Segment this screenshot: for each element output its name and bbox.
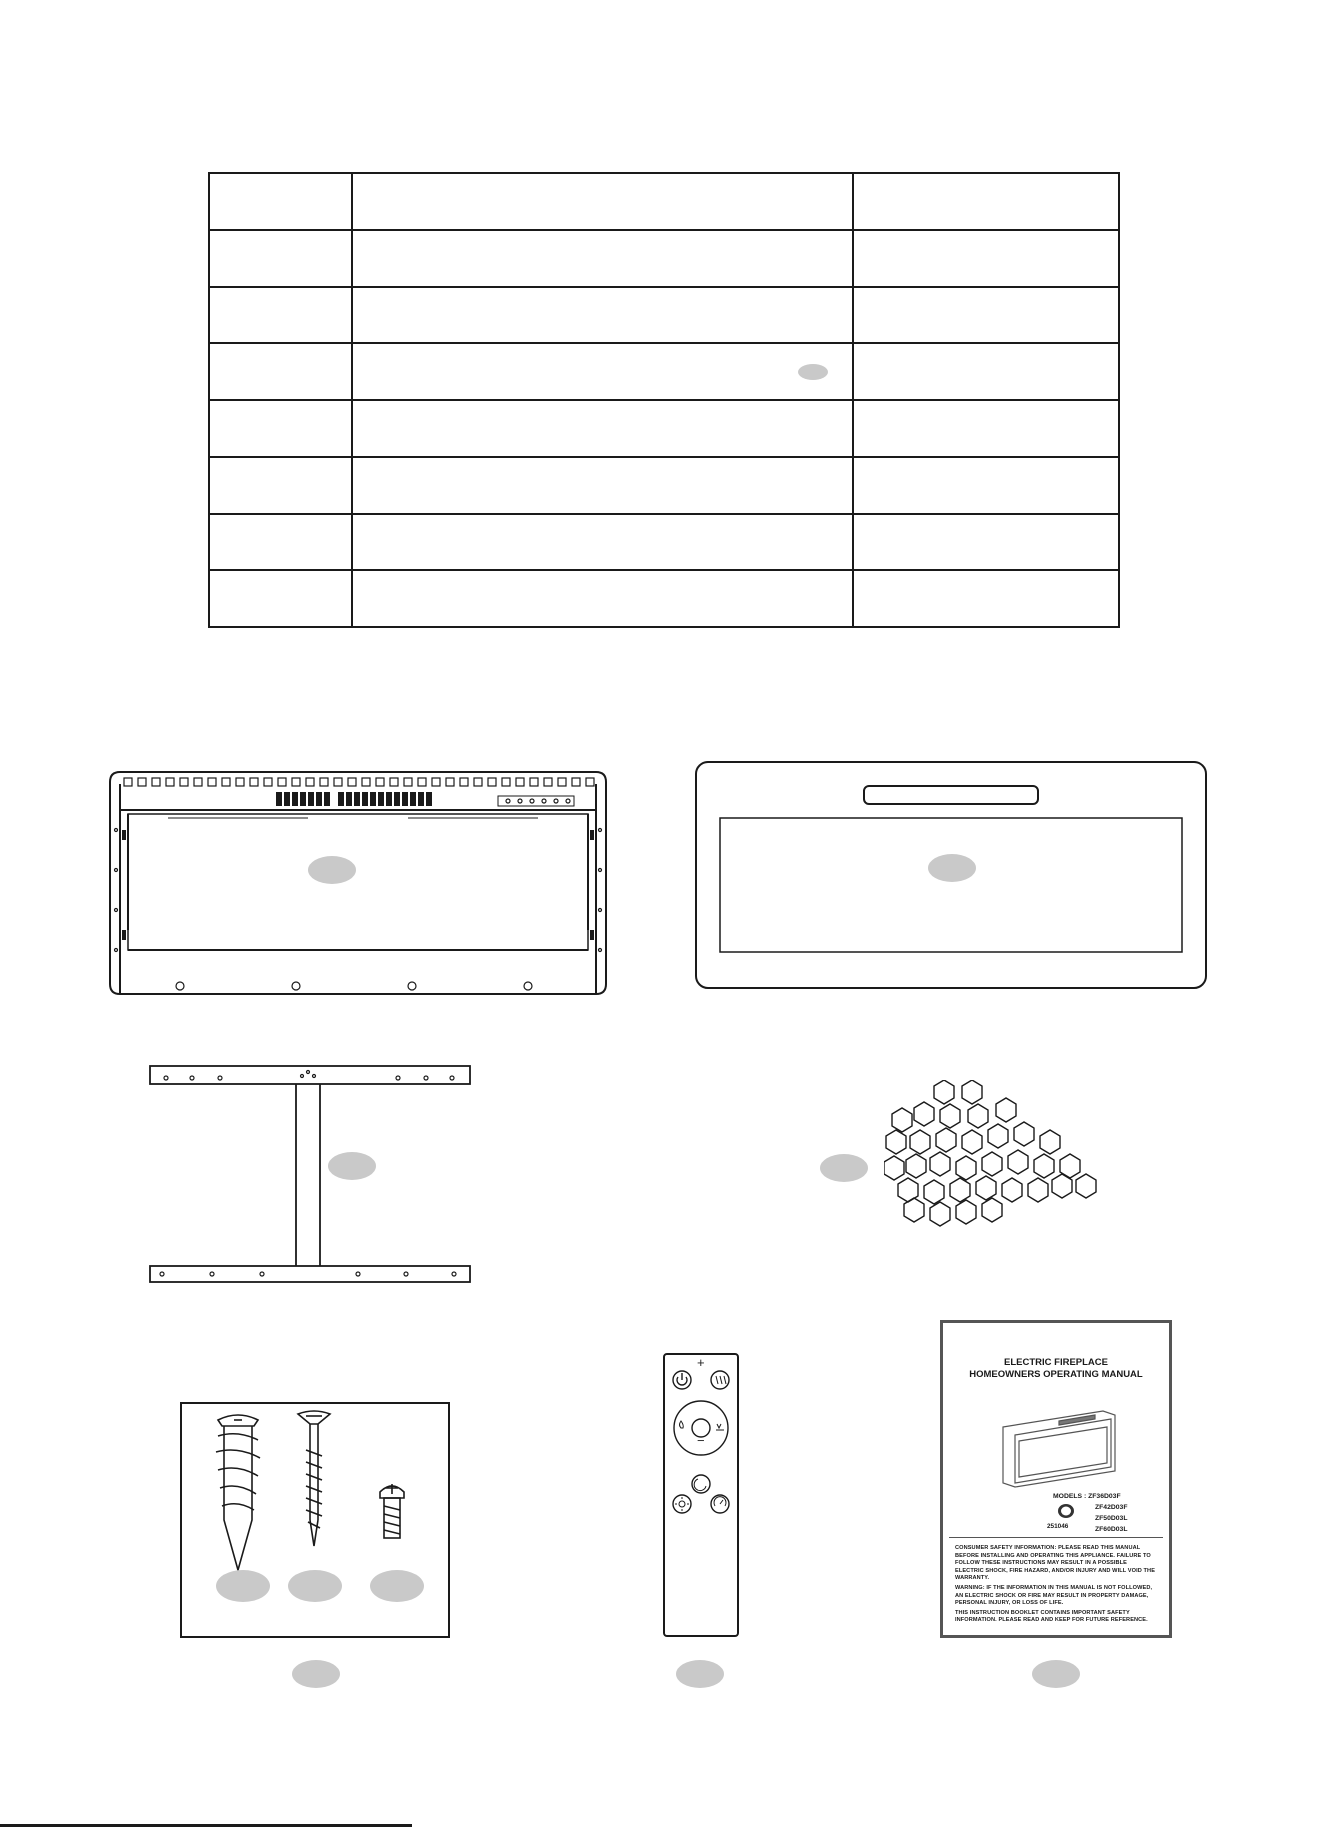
cert-number: 251046 bbox=[1047, 1523, 1069, 1530]
manual-title-line: ELECTRIC FIREPLACE bbox=[1004, 1357, 1108, 1368]
callout-badge bbox=[328, 1152, 376, 1180]
table-row bbox=[209, 230, 1119, 287]
table-row bbox=[209, 570, 1119, 627]
callout-badge bbox=[292, 1660, 340, 1688]
models-label: MODELS : ZF36D03F bbox=[1053, 1493, 1121, 1500]
volume-minus-label: − bbox=[697, 1433, 705, 1448]
callout-badge bbox=[288, 1570, 342, 1602]
fireplace-illustration bbox=[999, 1407, 1119, 1489]
safety-paragraph: CONSUMER SAFETY INFORMATION: PLEASE READ THIS MANUAL BEFORE INSTALLING AND OPERATING THIS APPLIANCE. FAILURE TO FOLLOW THESE INSTRUCTIONS MAY RESULT IN A POSSIBLE ELECTRIC SHOCK, FIRE HAZARD, AND/OR INJURY AND WILL VOID THE WARRANTY. bbox=[955, 1545, 1156, 1582]
table-row bbox=[209, 400, 1119, 457]
parts-table bbox=[208, 172, 1120, 628]
owners-manual-cover bbox=[940, 1320, 1172, 1638]
table-row bbox=[209, 457, 1119, 514]
manual-title bbox=[943, 1357, 1169, 1381]
table-row bbox=[209, 287, 1119, 344]
manual-title-line: HOMEOWNERS OPERATING MANUAL bbox=[969, 1369, 1143, 1380]
model-item: ZF50D03L bbox=[1095, 1515, 1128, 1522]
callout-badge bbox=[798, 364, 828, 380]
stand-bracket-diagram bbox=[148, 1064, 474, 1286]
bottom-rule bbox=[0, 1824, 412, 1827]
safety-paragraph: THIS INSTRUCTION BOOKLET CONTAINS IMPORTANT SAFETY INFORMATION. PLEASE READ AND KEEP FOR FUTURE REFERENCE. bbox=[955, 1609, 1148, 1624]
table-row bbox=[209, 173, 1119, 230]
remote-control-diagram bbox=[662, 1352, 740, 1638]
callout-badge bbox=[308, 856, 356, 884]
volume-plus-label: + bbox=[697, 1355, 705, 1370]
manual-divider bbox=[949, 1537, 1163, 1538]
callout-badge bbox=[370, 1570, 424, 1602]
safety-notice bbox=[955, 1545, 1157, 1627]
callout-badge bbox=[820, 1154, 868, 1182]
decorative-crystals-diagram bbox=[884, 1080, 1098, 1230]
fireplace-body-diagram bbox=[108, 770, 608, 996]
model-item: ZF42D03F bbox=[1095, 1504, 1128, 1511]
table-row bbox=[209, 514, 1119, 571]
certification-mark-icon bbox=[1057, 1503, 1075, 1519]
safety-paragraph: WARNING: IF THE INFORMATION IN THIS MANUAL IS NOT FOLLOWED, AN ELECTRIC SHOCK OR FIRE MAY RESULT IN PROPERTY DAMAGE, PERSONAL INJURY, OR LOSS OF LIFE. bbox=[955, 1584, 1153, 1607]
model-item: ZF60D03L bbox=[1095, 1526, 1128, 1533]
callout-badge bbox=[1032, 1660, 1080, 1688]
screws-diagram bbox=[212, 1410, 432, 1580]
table-row bbox=[209, 343, 1119, 400]
callout-badge bbox=[928, 854, 976, 882]
callout-badge bbox=[216, 1570, 270, 1602]
callout-badge bbox=[676, 1660, 724, 1688]
